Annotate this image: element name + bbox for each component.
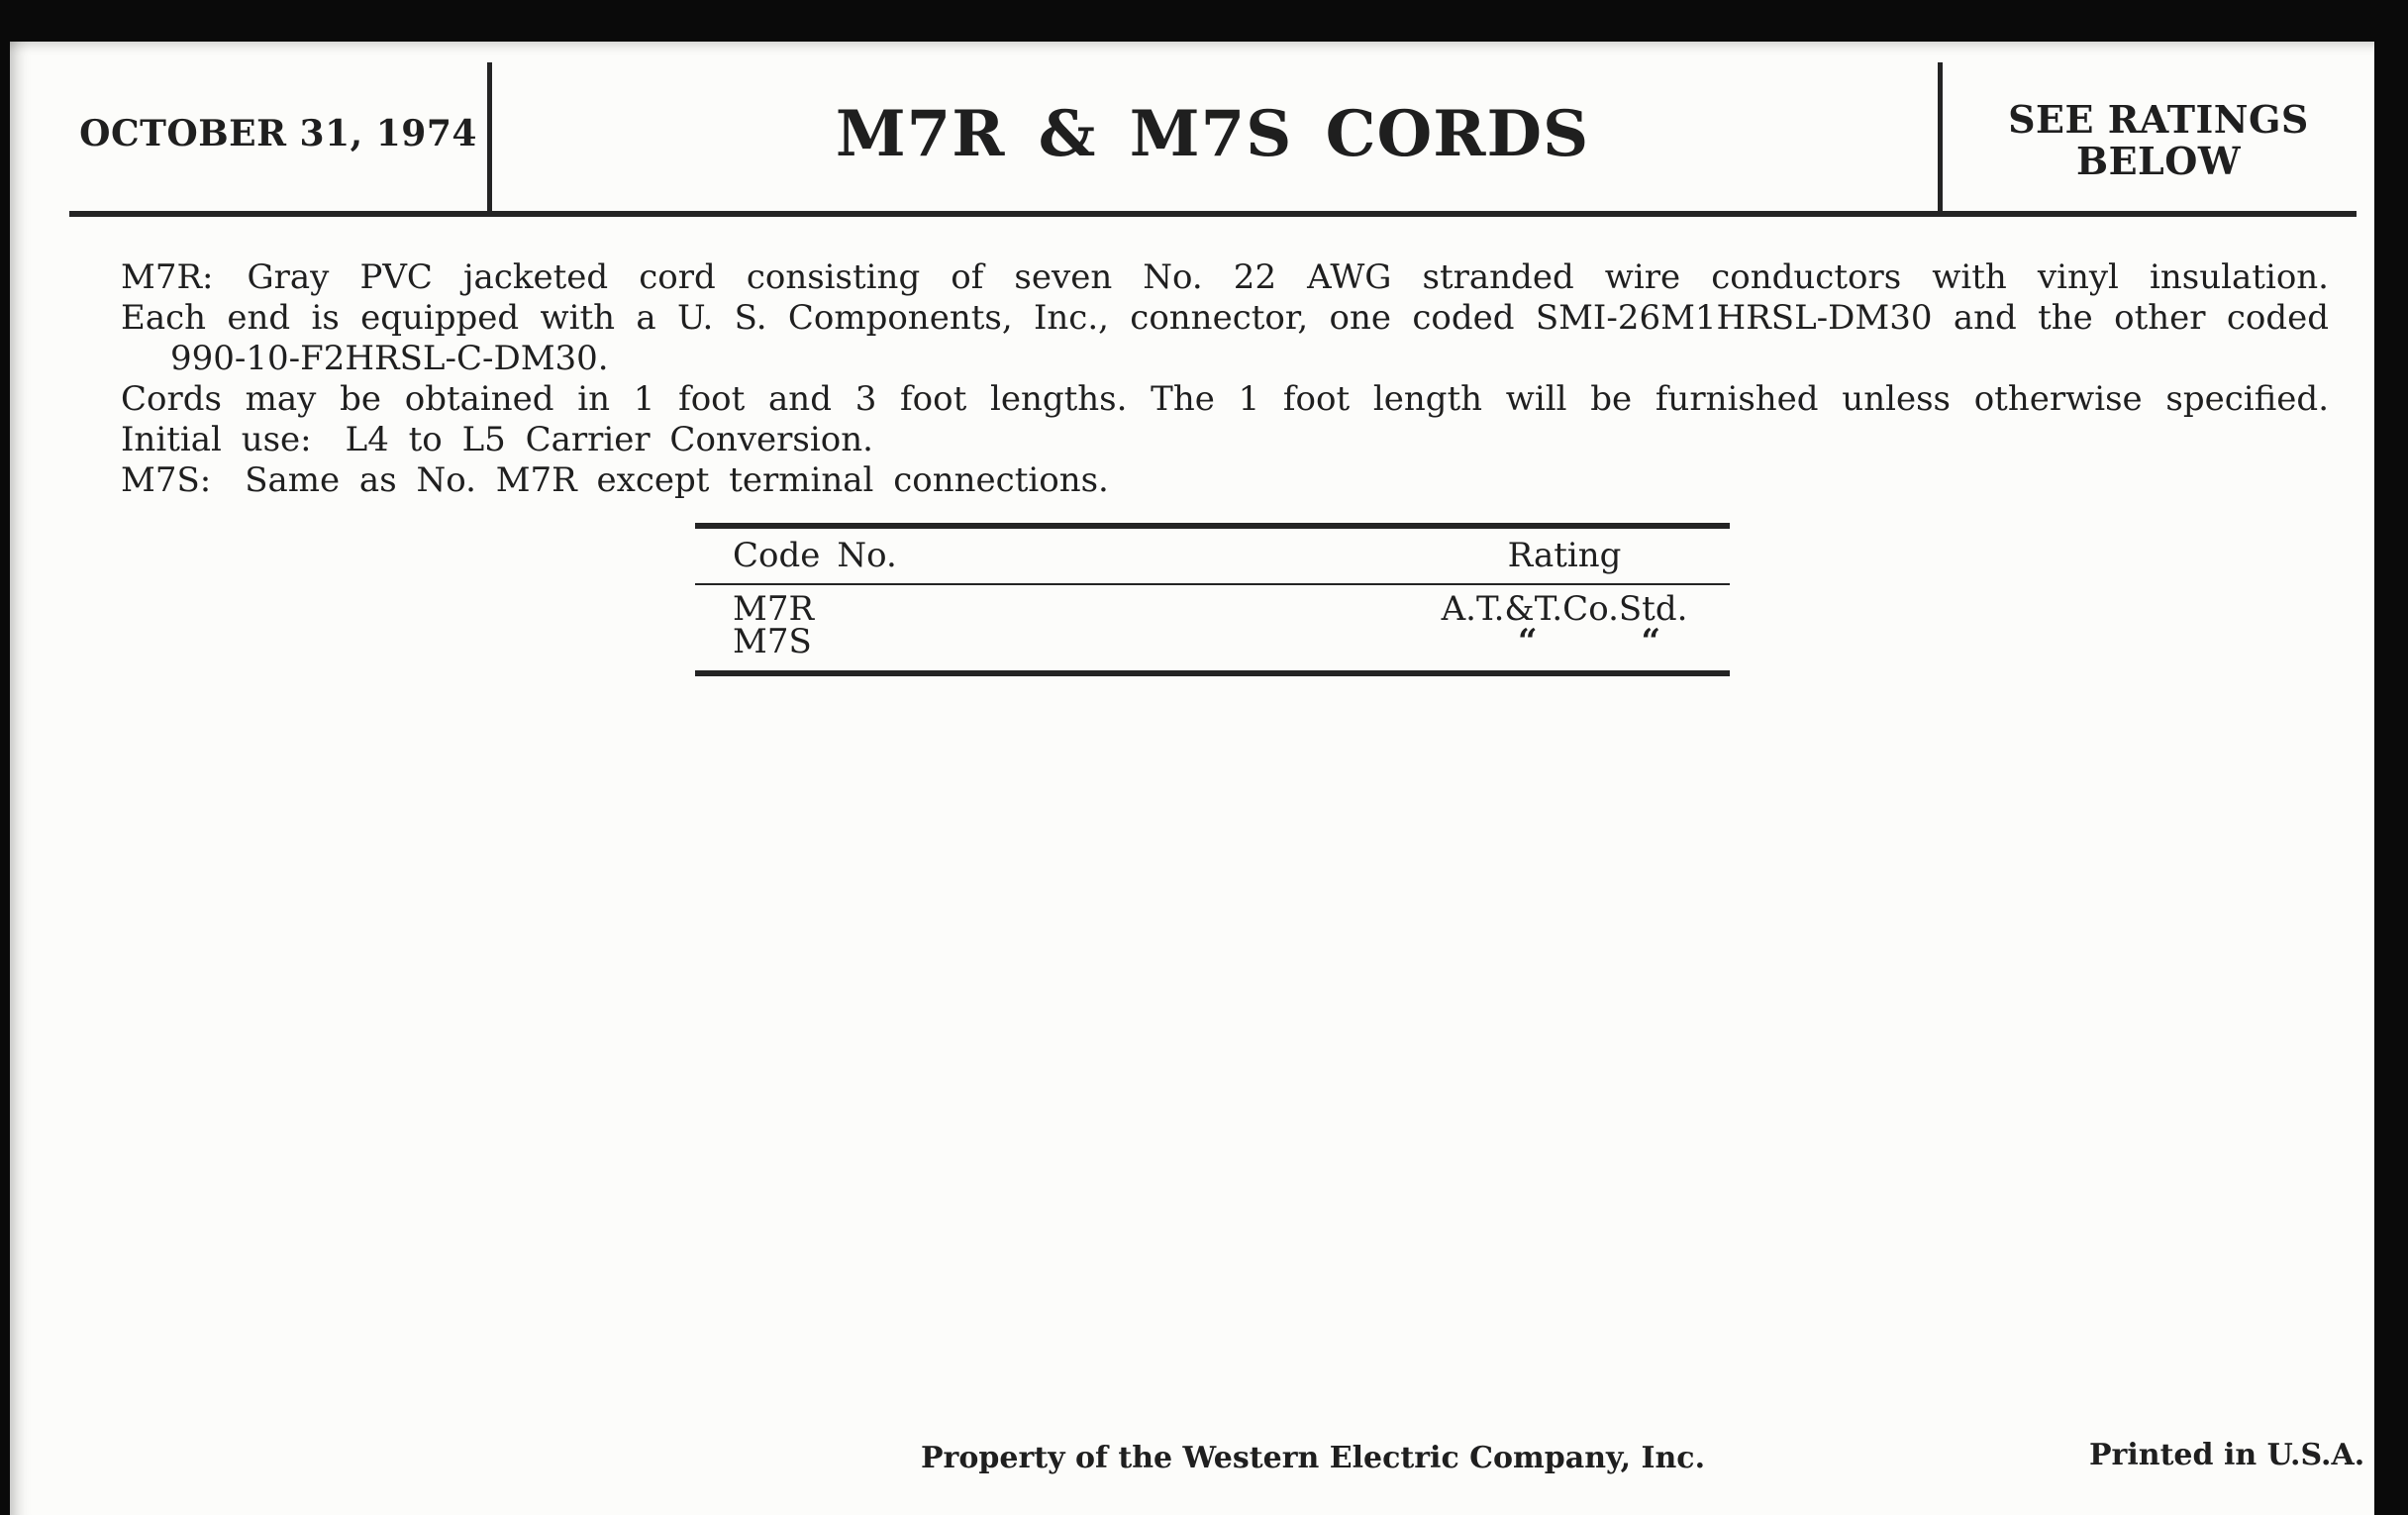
rating-cell-m7r: A.T.&T.Co.Std. [1441,589,1688,629]
code-cell-m7s: M7S [733,622,812,661]
ditto-mark-left: “ [1517,622,1538,661]
ratings-note-line1: SEE RATINGS [2008,97,2309,142]
table-body [695,585,1730,670]
column-header-rating: Rating [1507,536,1622,575]
table-row-m7r [695,589,1730,629]
description-block [121,257,2329,501]
rating-cell-m7s [1399,622,1730,661]
ratings-note [1943,99,2374,182]
paragraph-m7s-description: M7S: Same as No. M7R except terminal connections. [121,460,1109,500]
table-row-m7s [695,622,1730,661]
paragraph-connector-coding: Each end is equipped with a U. S. Components, Inc., connector, one coded SMI-26M1HRSL-DM30 and the other coded [121,298,2329,338]
table-bottom-rule [695,670,1730,676]
paragraph-m7r-description: M7R: Gray PVC jacketed cord consisting of seven No. 22 AWG stranded wire conductors with vinyl insulation. [121,257,2329,297]
ratings-table [695,523,1730,676]
header-rule [69,211,2357,217]
printed-in-usa-note: Printed in U.S.A. [2089,1438,2365,1472]
page-title: M7R & M7S CORDS [835,97,1590,171]
paragraph-initial-use: Initial use: L4 to L5 Carrier Conversion. [121,420,873,459]
header-date: OCTOBER 31, 1974 [79,113,477,154]
ratings-note-line2: BELOW [2075,139,2242,183]
ditto-mark-right: “ [1641,622,1661,661]
paragraph-code-continuation: 990-10-F2HRSL-C-DM30. [170,339,609,378]
column-header-code-no: Code No. [733,536,897,575]
document-page [10,42,2374,1515]
code-cell-m7r: M7R [733,589,815,629]
property-notice: Property of the Western Electric Company, Inc. [921,1441,1706,1475]
paragraph-cord-lengths: Cords may be obtained in 1 foot and 3 foot lengths. The 1 foot length will be furnished unless otherwise specified. [121,379,2329,419]
table-header-row [695,529,1730,583]
